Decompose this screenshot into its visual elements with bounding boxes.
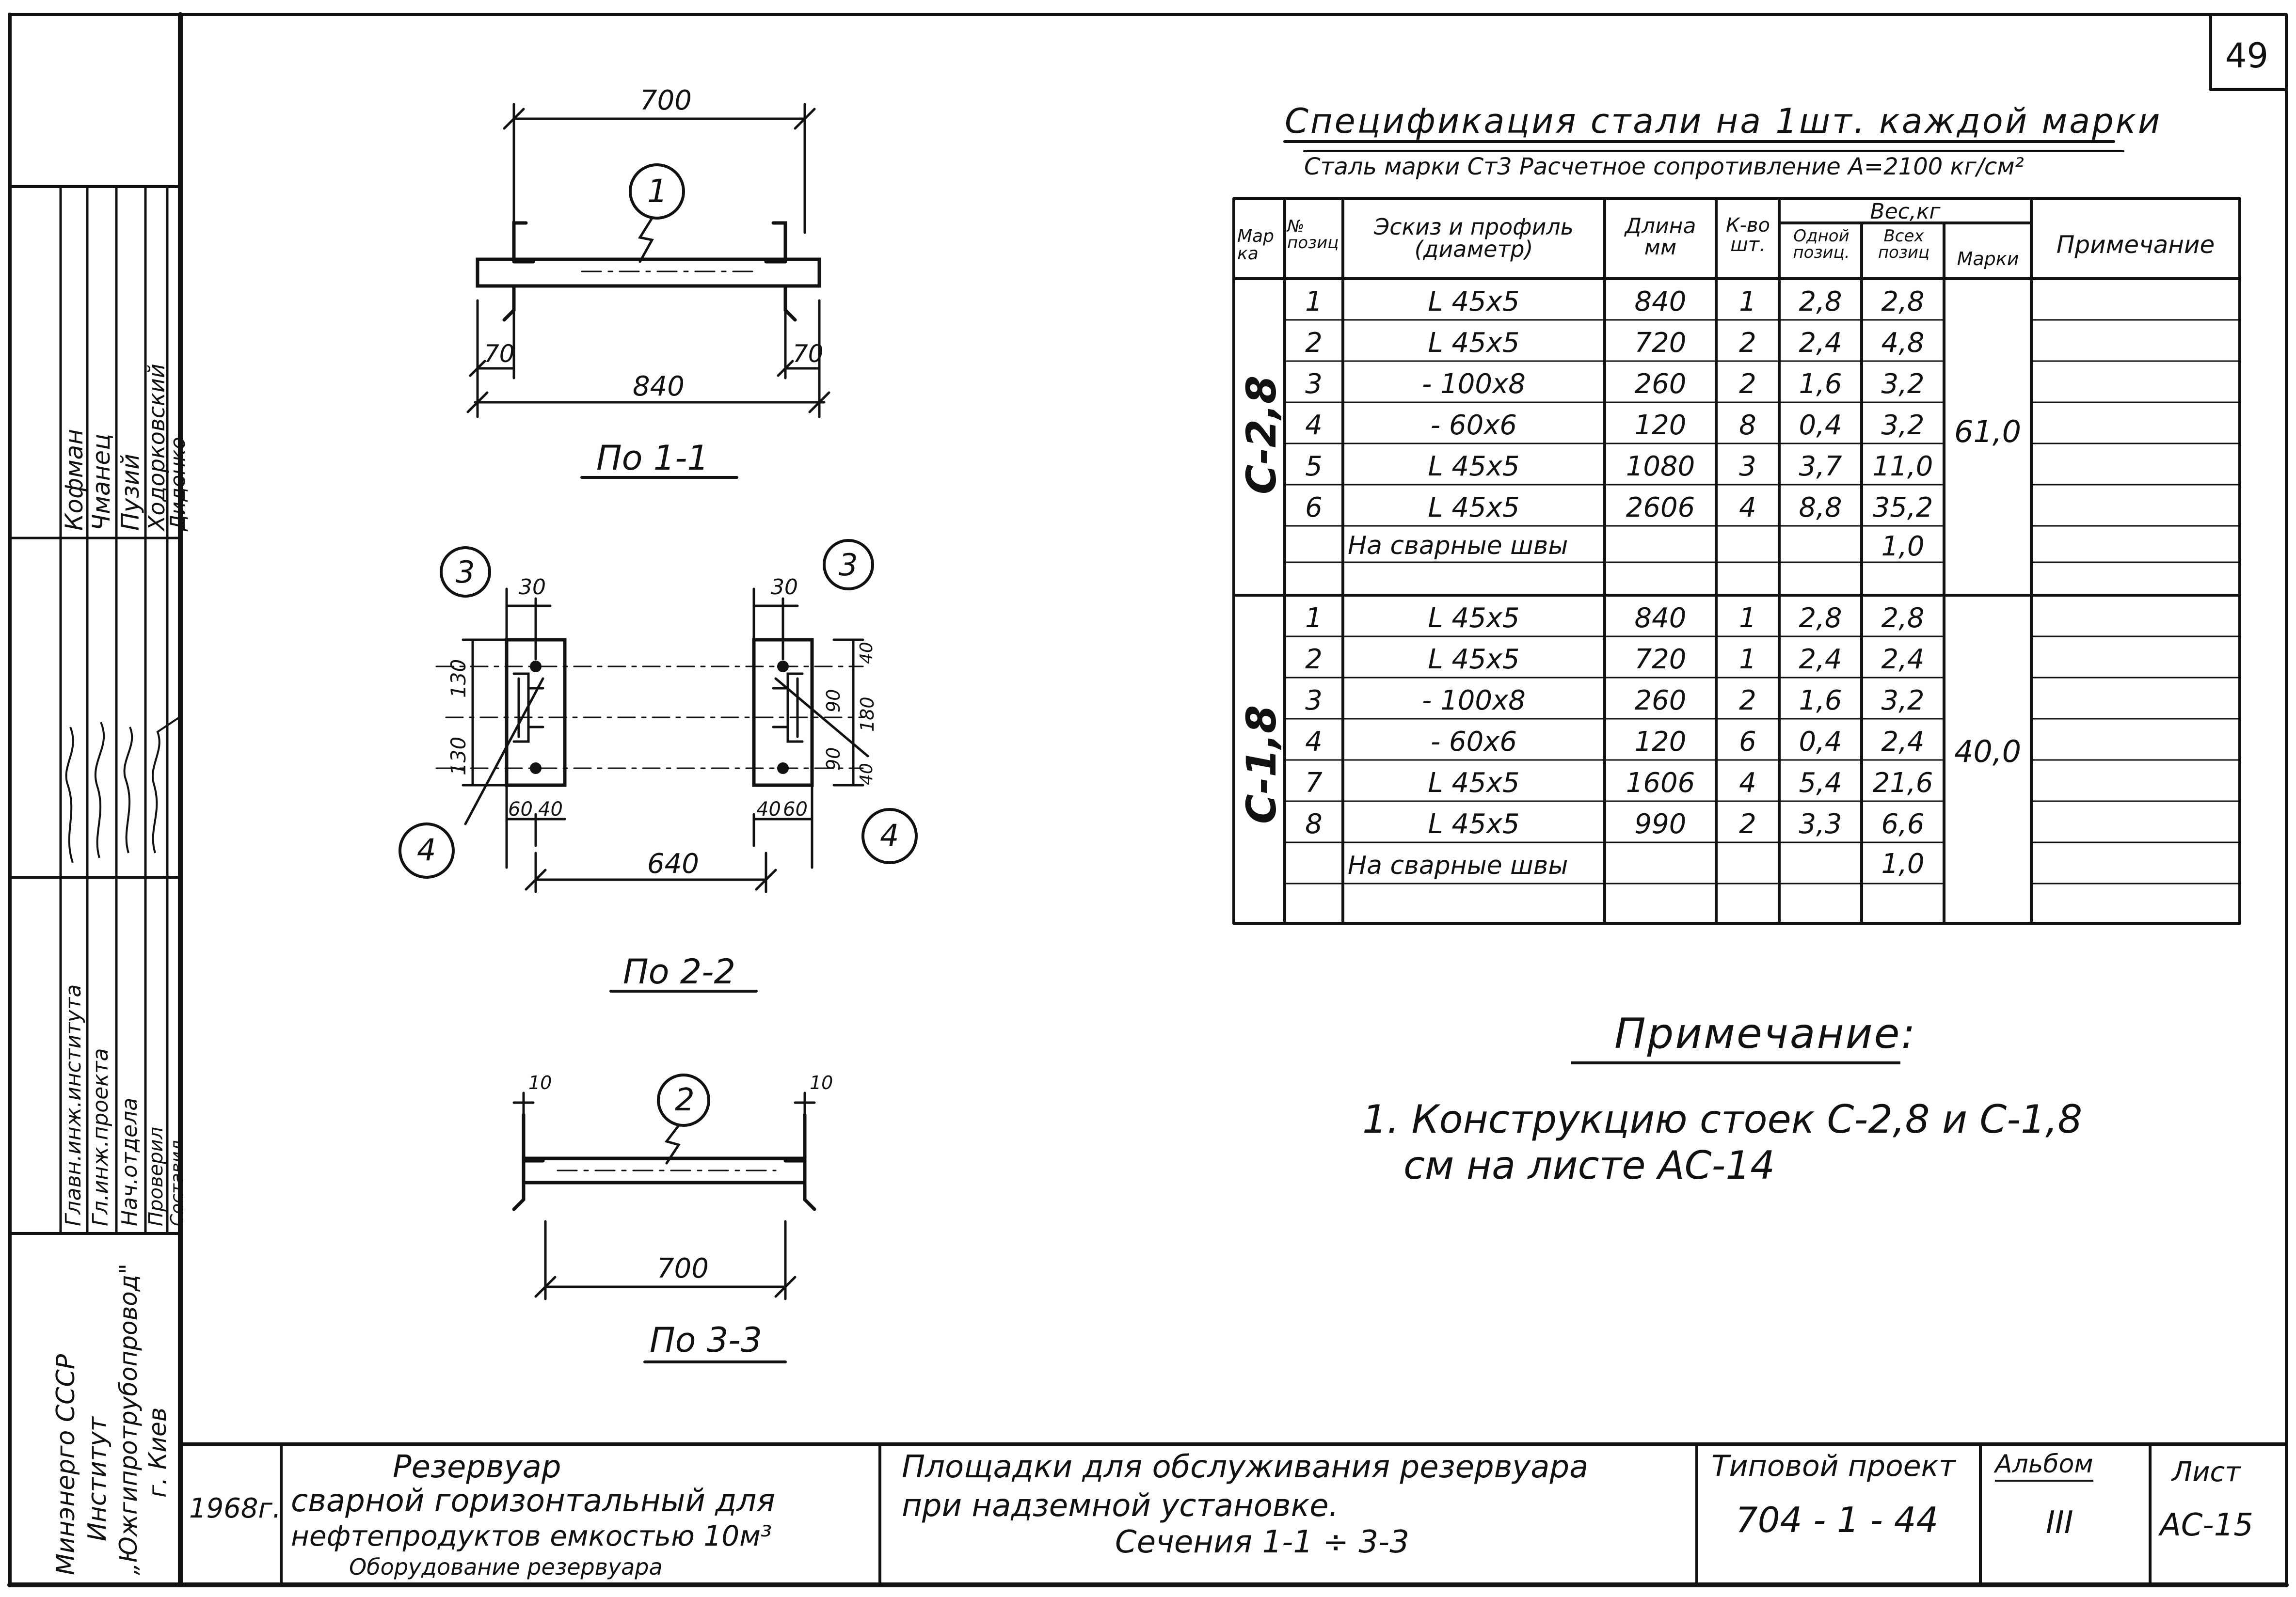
s2-callout-3a: 3 (456, 554, 475, 590)
s2-dim-30b: 30 (771, 575, 798, 600)
stamp-name-1: Кофман (60, 429, 88, 531)
note-heading-underline (1571, 1061, 1900, 1064)
mark-weight-c28: 61,0 (1954, 414, 2022, 449)
mark-c28: С-2,8 (1238, 375, 1285, 494)
project-label: Типовой проект (1711, 1449, 1956, 1483)
s1-dim-top: 700 (640, 85, 692, 116)
s2-callout-4b: 4 (880, 818, 899, 853)
s3-dim-10a: 10 (528, 1072, 552, 1093)
header-sketch: Эскиз и профиль (диаметр) (1374, 214, 1574, 262)
s2-dim-40c: 40 (857, 642, 877, 664)
stamp-name-4: Ходорковский (144, 364, 170, 531)
stamp-org-1: Минэнерго СССР (51, 1354, 80, 1575)
s3-callout: 2 (675, 1082, 695, 1118)
stamp-name-5: Диденко (166, 437, 190, 531)
header-length: Длина мм (1625, 214, 1696, 260)
s2-dim-40b: 40 (756, 798, 781, 821)
title-year: 1968г. (189, 1493, 281, 1524)
s2-dim-130b: 130 (446, 736, 470, 775)
s1-callout: 1 (647, 173, 668, 210)
object-line-1: Резервуар (393, 1449, 561, 1485)
s2-callout-3b: 3 (839, 547, 858, 583)
stamp-signatures (44, 543, 189, 882)
stamp-org-4: г. Киев (144, 1407, 172, 1498)
s2-dim-130a: 130 (446, 659, 470, 698)
header-note: Примечание (2056, 231, 2215, 259)
stamp-role-5: Составил (167, 1140, 187, 1226)
stamp-role-4: Проверил (145, 1126, 167, 1226)
s2-dim-60a: 60 (508, 798, 533, 821)
stamp-role-2: Гл.инж.проекта (88, 1048, 113, 1226)
s1-dim-right: 70 (793, 340, 824, 368)
list-label: Лист (2172, 1456, 2241, 1488)
spec-subtitle: Сталь марки Ст3 Расчетное сопротивление А=2100 кг/см² (1304, 153, 2024, 180)
note-line-1: 1. Конструкцию стоек С-2,8 и С-1,8 (1362, 1097, 2083, 1142)
drawing-sheet: 49 Спецификация стали на 1шт. каждой марки Сталь марки Ст3 Расчетное сопротивление А=2100 кг/см² Марка № позиц Эскиз и профиль (диаметр) Длина мм К-во шт. Вес,кг Одной позиц. Всех позиц Марки Примечание С-2,8 61,0 1 L 45x5 840 1 2,8 2,8 2 L 45x5 720 2 2,4 4,8 3 - 100x8 260 2 1,6 3,2 4 - 60x6 120 8 0,4 3,2 5 L 45x5 1080 3 3,7 11,0 6 L 45x5 2606 4 8,8 35,2 На сварные швы 1,0 С-1,8 40,0 1 L 45x5 840 1 2,8 2,8 2 L 45x5 720 1 2,4 2,4 3 - 100x8 260 2 1,6 3,2 4 - 60x6 120 6 0,4 2,4 7 L 45x5 1606 4 5,4 21,6 8 L 45x5 990 2 3,3 6,6 На сварные швы 1,0 Примечание: 1. Конструкцию стоек С-2,8 и С-1,8 см на листе АС-14 700 1 70 70 840 По 1-1 3 3 4 4 30 30 130 130 60 40 40 60 40 90 180 90 40 640 По 2-2 2 10 10 700 По 3-3 Главн.инж.института Гл.инж.проекта Нач.отдела Проверил Составил Кофман Чманец Пузий Ходорковский Диденко Минэнерго СССР Институт „Южгипротрубопровод" г. Киев 1968г. Резервуар сварной горизонтальный для нефтепродуктов емкостью 10м³ Оборудование резервуара Площадки для обслуживания резервуара при надземной установке. Сечения 1-1 ÷ 3-3 Типовой проект 704 - 1 - 44 Альбом III Лист АС-15 (0, 0, 2296, 1597)
object-line-3: нефтепродуктов емкостью 10м³ (291, 1519, 772, 1552)
album-label: Альбом (1995, 1452, 2093, 1482)
object-line-2: сварной горизонтальный для (291, 1483, 775, 1519)
stamp-org-2: Институт (83, 1417, 112, 1541)
header-count: К-во шт. (1726, 214, 1770, 256)
stamp-name-3: Пузий (116, 454, 144, 531)
s2-dim-span: 640 (647, 848, 699, 880)
list-number: АС-15 (2160, 1507, 2253, 1543)
spec-title: Спецификация стали на 1шт. каждой марки (1285, 101, 2162, 141)
s2-dim-90a: 90 (823, 689, 844, 712)
note-heading: Примечание: (1614, 1010, 1917, 1058)
s2-dim-40a: 40 (538, 798, 563, 821)
s2-dim-90b: 90 (823, 747, 844, 771)
mark-c18: С-1,8 (1238, 705, 1285, 824)
sheet-title-3: Сечения 1-1 ÷ 3-3 (1115, 1524, 1409, 1560)
object-line-4: Оборудование резервуара (349, 1554, 663, 1580)
mark-weight-c18: 40,0 (1954, 734, 2022, 769)
s1-dim-left: 70 (484, 340, 515, 368)
s3-dim-10b: 10 (810, 1072, 833, 1093)
sheet-title-2: при надземной установке. (902, 1488, 1339, 1524)
stamp-name-2: Чманец (87, 433, 115, 531)
s2-dim-30a: 30 (519, 575, 546, 600)
s3-dim-700: 700 (657, 1253, 709, 1284)
header-weight: Вес,кг (1870, 199, 1941, 224)
s2-callout-4a: 4 (417, 832, 436, 868)
header-weight-one: Одной позиц. (1793, 226, 1850, 262)
s2-dim-180: 180 (857, 696, 878, 732)
s2-dim-40d: 40 (857, 763, 877, 785)
s1-label: По 1-1 (596, 438, 709, 478)
album-number: III (2046, 1505, 2073, 1541)
header-pos: № позиц (1287, 217, 1339, 253)
project-number: 704 - 1 - 44 (1736, 1500, 1939, 1540)
s2-dim-60b: 60 (783, 798, 808, 821)
sheet-title-1: Площадки для обслуживания резервуара (902, 1449, 1589, 1485)
header-mark: Марка (1237, 226, 1274, 264)
note-line-2: см на листе АС-14 (1403, 1143, 1775, 1188)
header-weight-all: Всех позиц (1878, 226, 1930, 262)
s2-label: По 2-2 (623, 952, 736, 992)
s3-label: По 3-3 (650, 1320, 763, 1360)
stamp-role-3: Нач.отдела (117, 1097, 142, 1226)
header-weight-mark: Марки (1957, 248, 2019, 269)
stamp-org-3: „Южгипротрубопровод" (114, 1263, 143, 1575)
stamp-role-1: Главн.инж.института (61, 984, 86, 1226)
sheet-number: 49 (2225, 36, 2269, 76)
s1-dim-bottom: 840 (633, 371, 685, 402)
